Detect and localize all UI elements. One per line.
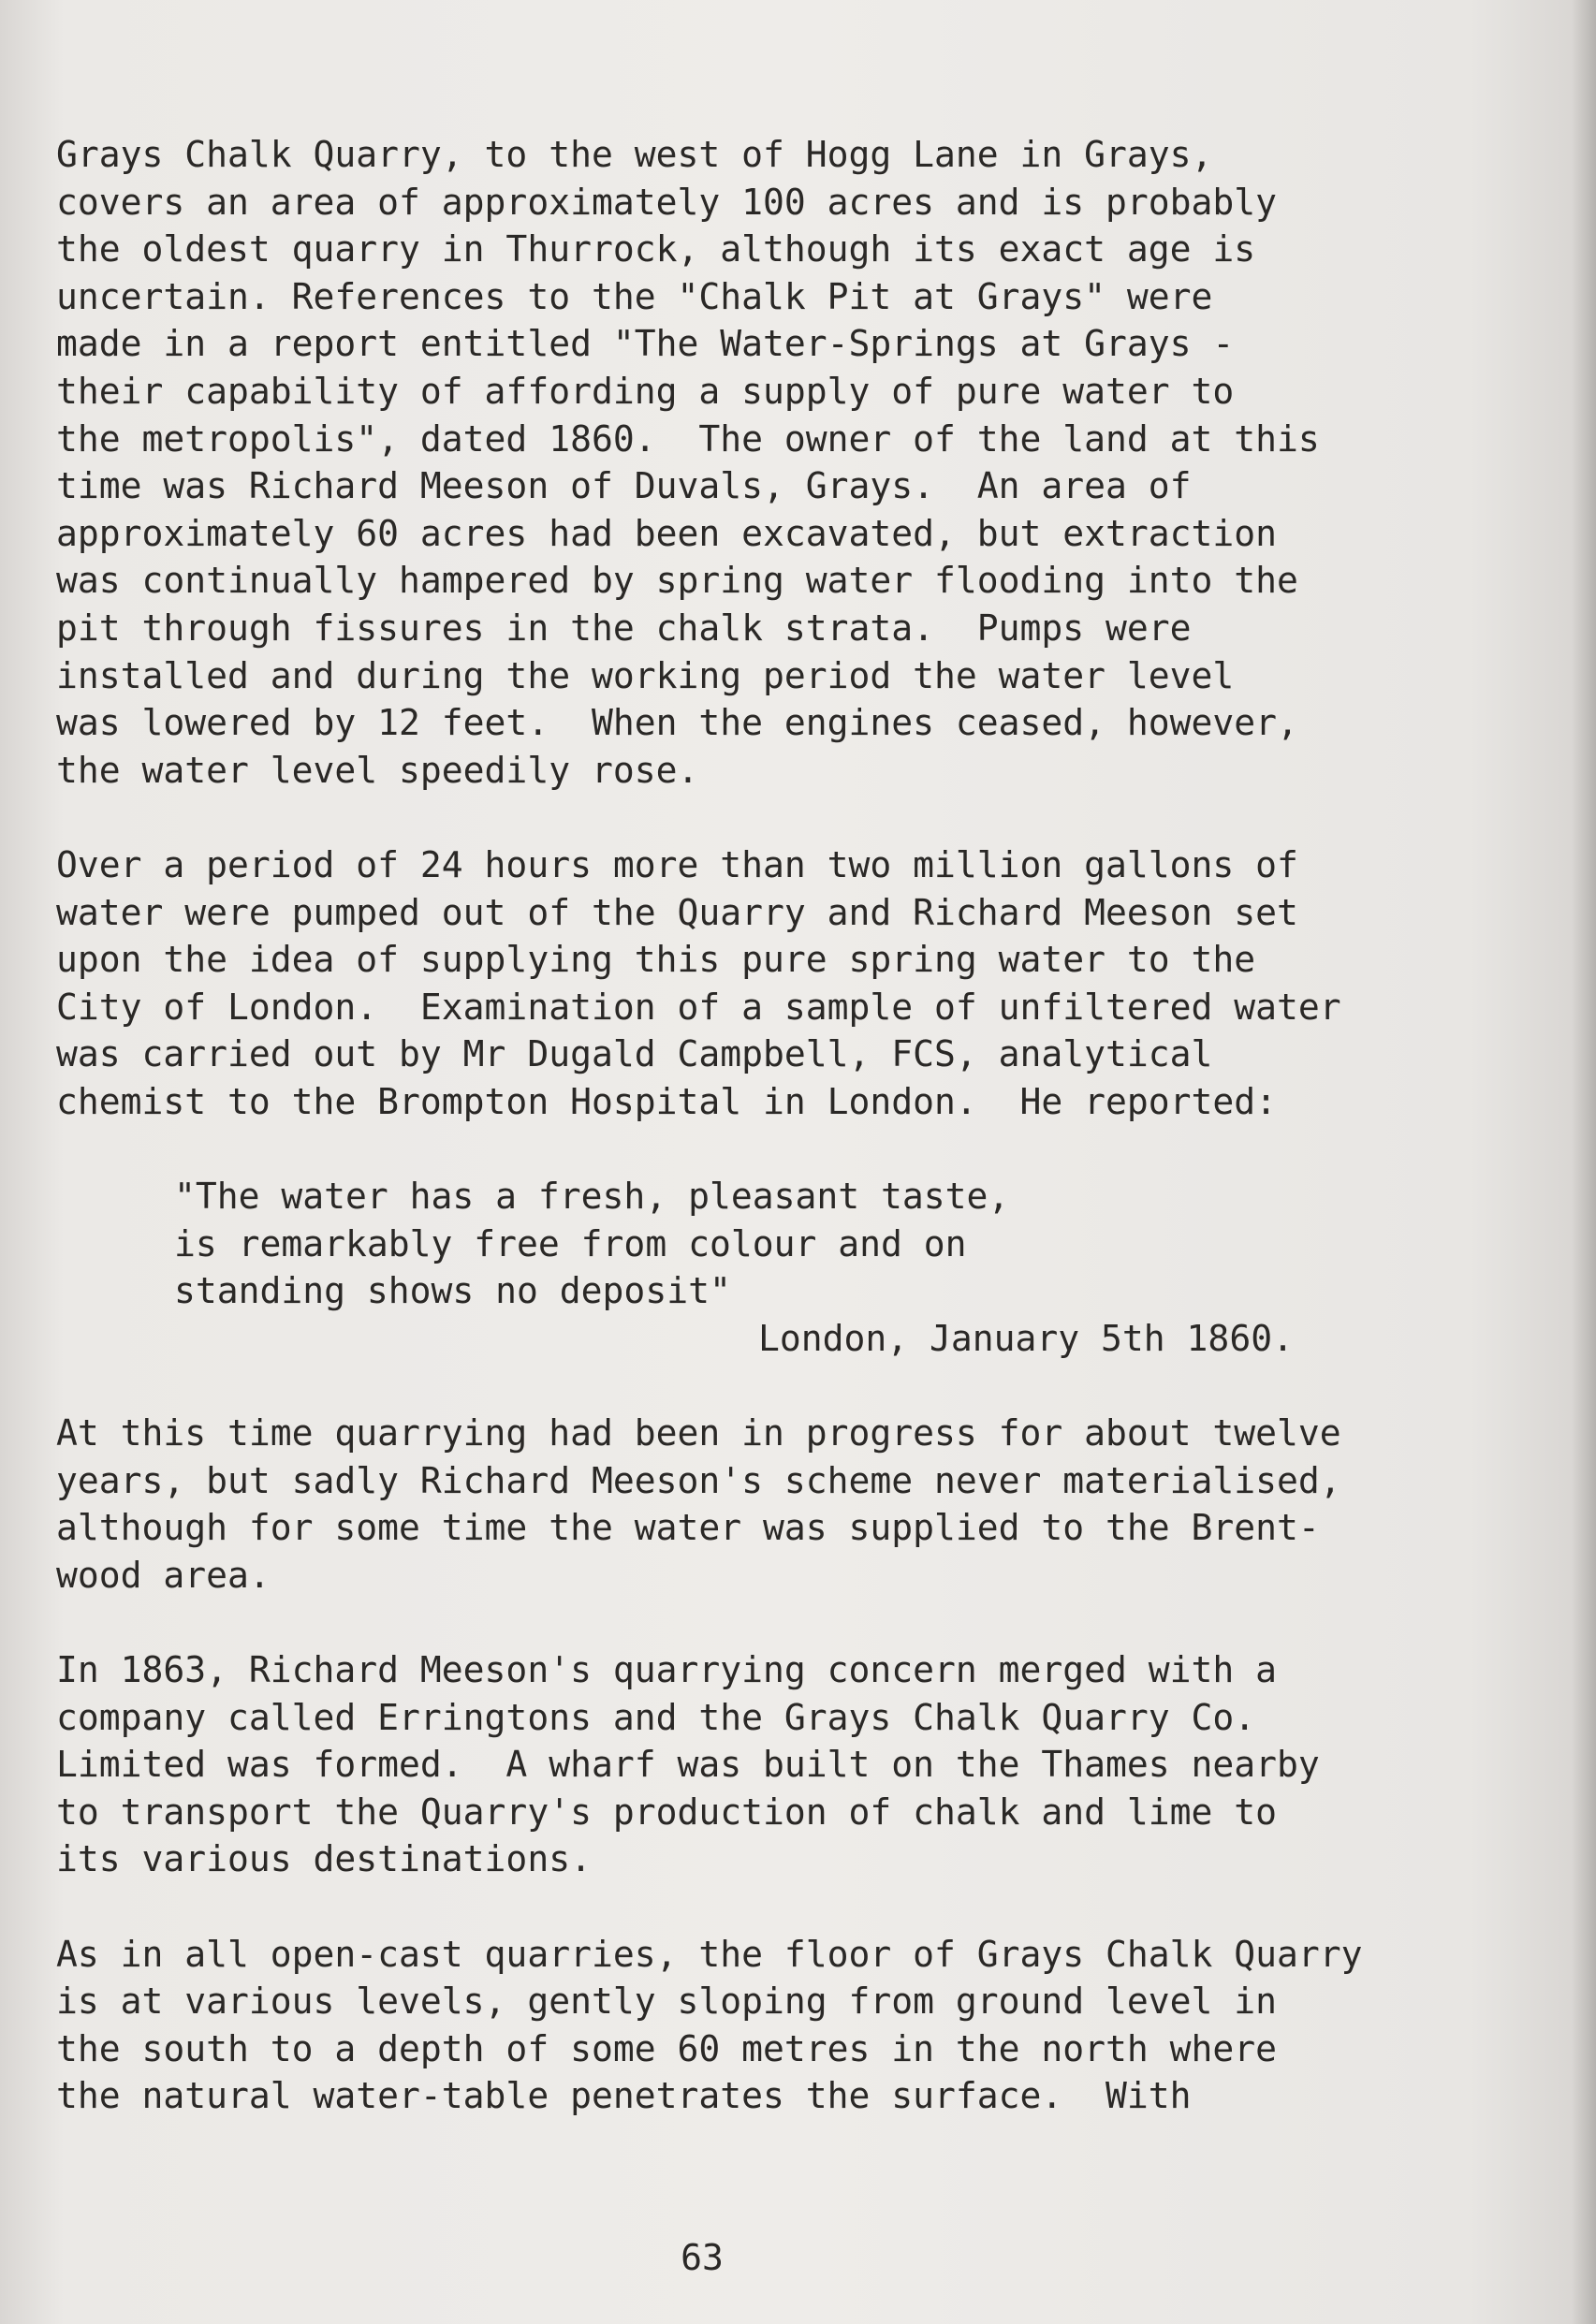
text-line: uncertain. References to the "Chalk Pit at Grays" were — [56, 275, 1213, 317]
quote-line: standing shows no deposit" — [174, 1270, 731, 1312]
paragraph-4 — [56, 1646, 1516, 1883]
text-line: is at various levels, gently sloping from ground level in — [56, 1981, 1278, 2023]
quote-line: "The water has a fresh, pleasant taste, — [174, 1176, 1010, 1218]
text-line: wood area. — [56, 1554, 271, 1596]
text-line: the south to a depth of some 60 metres in the north where — [56, 2027, 1278, 2069]
text-line: the oldest quarry in Thurrock, although its exact age is — [56, 228, 1256, 270]
text-line: company called Erringtons and the Grays Chalk Quarry Co. — [56, 1696, 1256, 1738]
quote-line: is remarkably free from colour and on — [174, 1222, 967, 1264]
text-line: was lowered by 12 feet. When the engines ceased, however, — [56, 702, 1298, 744]
text-line: although for some time the water was supplied to the Brent- — [56, 1507, 1320, 1549]
text-line: time was Richard Meeson of Duvals, Grays. An area of — [56, 465, 1192, 507]
text-line: the metropolis", dated 1860. The owner of the land at this — [56, 417, 1320, 460]
paragraph-3 — [56, 1410, 1516, 1599]
text-line: At this time quarrying had been in progress for about twelve — [56, 1412, 1341, 1454]
text-line: Limited was formed. A wharf was built on the Thames nearby — [56, 1744, 1320, 1786]
text-line: was continually hampered by spring water flooding into the — [56, 560, 1298, 602]
text-line: was carried out by Mr Dugald Campbell, FCS, analytical — [56, 1033, 1213, 1075]
quoted-report — [174, 1173, 1516, 1315]
text-line: the water level speedily rose. — [56, 749, 699, 791]
text-line: the natural water-table penetrates the surface. With — [56, 2075, 1192, 2117]
text-line: As in all open-cast quarries, the floor of Grays Chalk Quarry — [56, 1933, 1363, 1975]
text-line: water were pumped out of the Quarry and Richard Meeson set — [56, 891, 1298, 933]
paragraph-5 — [56, 1931, 1516, 2120]
text-line: made in a report entitled "The Water-Springs at Grays - — [56, 323, 1235, 365]
page-number: 63 — [681, 2237, 724, 2278]
text-line: years, but sadly Richard Meeson's scheme never materialised, — [56, 1459, 1341, 1501]
paragraph-1 — [56, 131, 1516, 794]
text-line: approximately 60 acres had been excavated, but extraction — [56, 512, 1278, 554]
text-line: chemist to the Brompton Hospital in London. He reported: — [56, 1080, 1278, 1122]
text-line: installed and during the working period the water level — [56, 654, 1235, 696]
text-line: Over a period of 24 hours more than two million gallons of — [56, 843, 1298, 885]
text-line: their capability of affording a supply of pure water to — [56, 370, 1235, 412]
text-line: Grays Chalk Quarry, to the west of Hogg Lane in Grays, — [56, 134, 1213, 175]
show-through-header — [140, 54, 964, 95]
body-text — [56, 131, 1516, 2168]
text-line: In 1863, Richard Meeson's quarrying concern merged with a — [56, 1649, 1278, 1690]
page-edge-shadow — [1572, 0, 1596, 2324]
text-line: upon the idea of supplying this pure spring water to the — [56, 939, 1256, 981]
text-line: pit through fissures in the chalk strata. Pumps were — [56, 607, 1192, 649]
paragraph-2 — [56, 841, 1516, 1126]
text-line: City of London. Examination of a sample of unfiltered water — [56, 986, 1341, 1028]
text-line: to transport the Quarry's production of chalk and lime to — [56, 1791, 1278, 1833]
text-line: its various destinations. — [56, 1838, 592, 1880]
text-line: covers an area of approximately 100 acres and is probably — [56, 181, 1278, 223]
quote-signature: London, January 5th 1860. — [758, 1317, 1294, 1359]
